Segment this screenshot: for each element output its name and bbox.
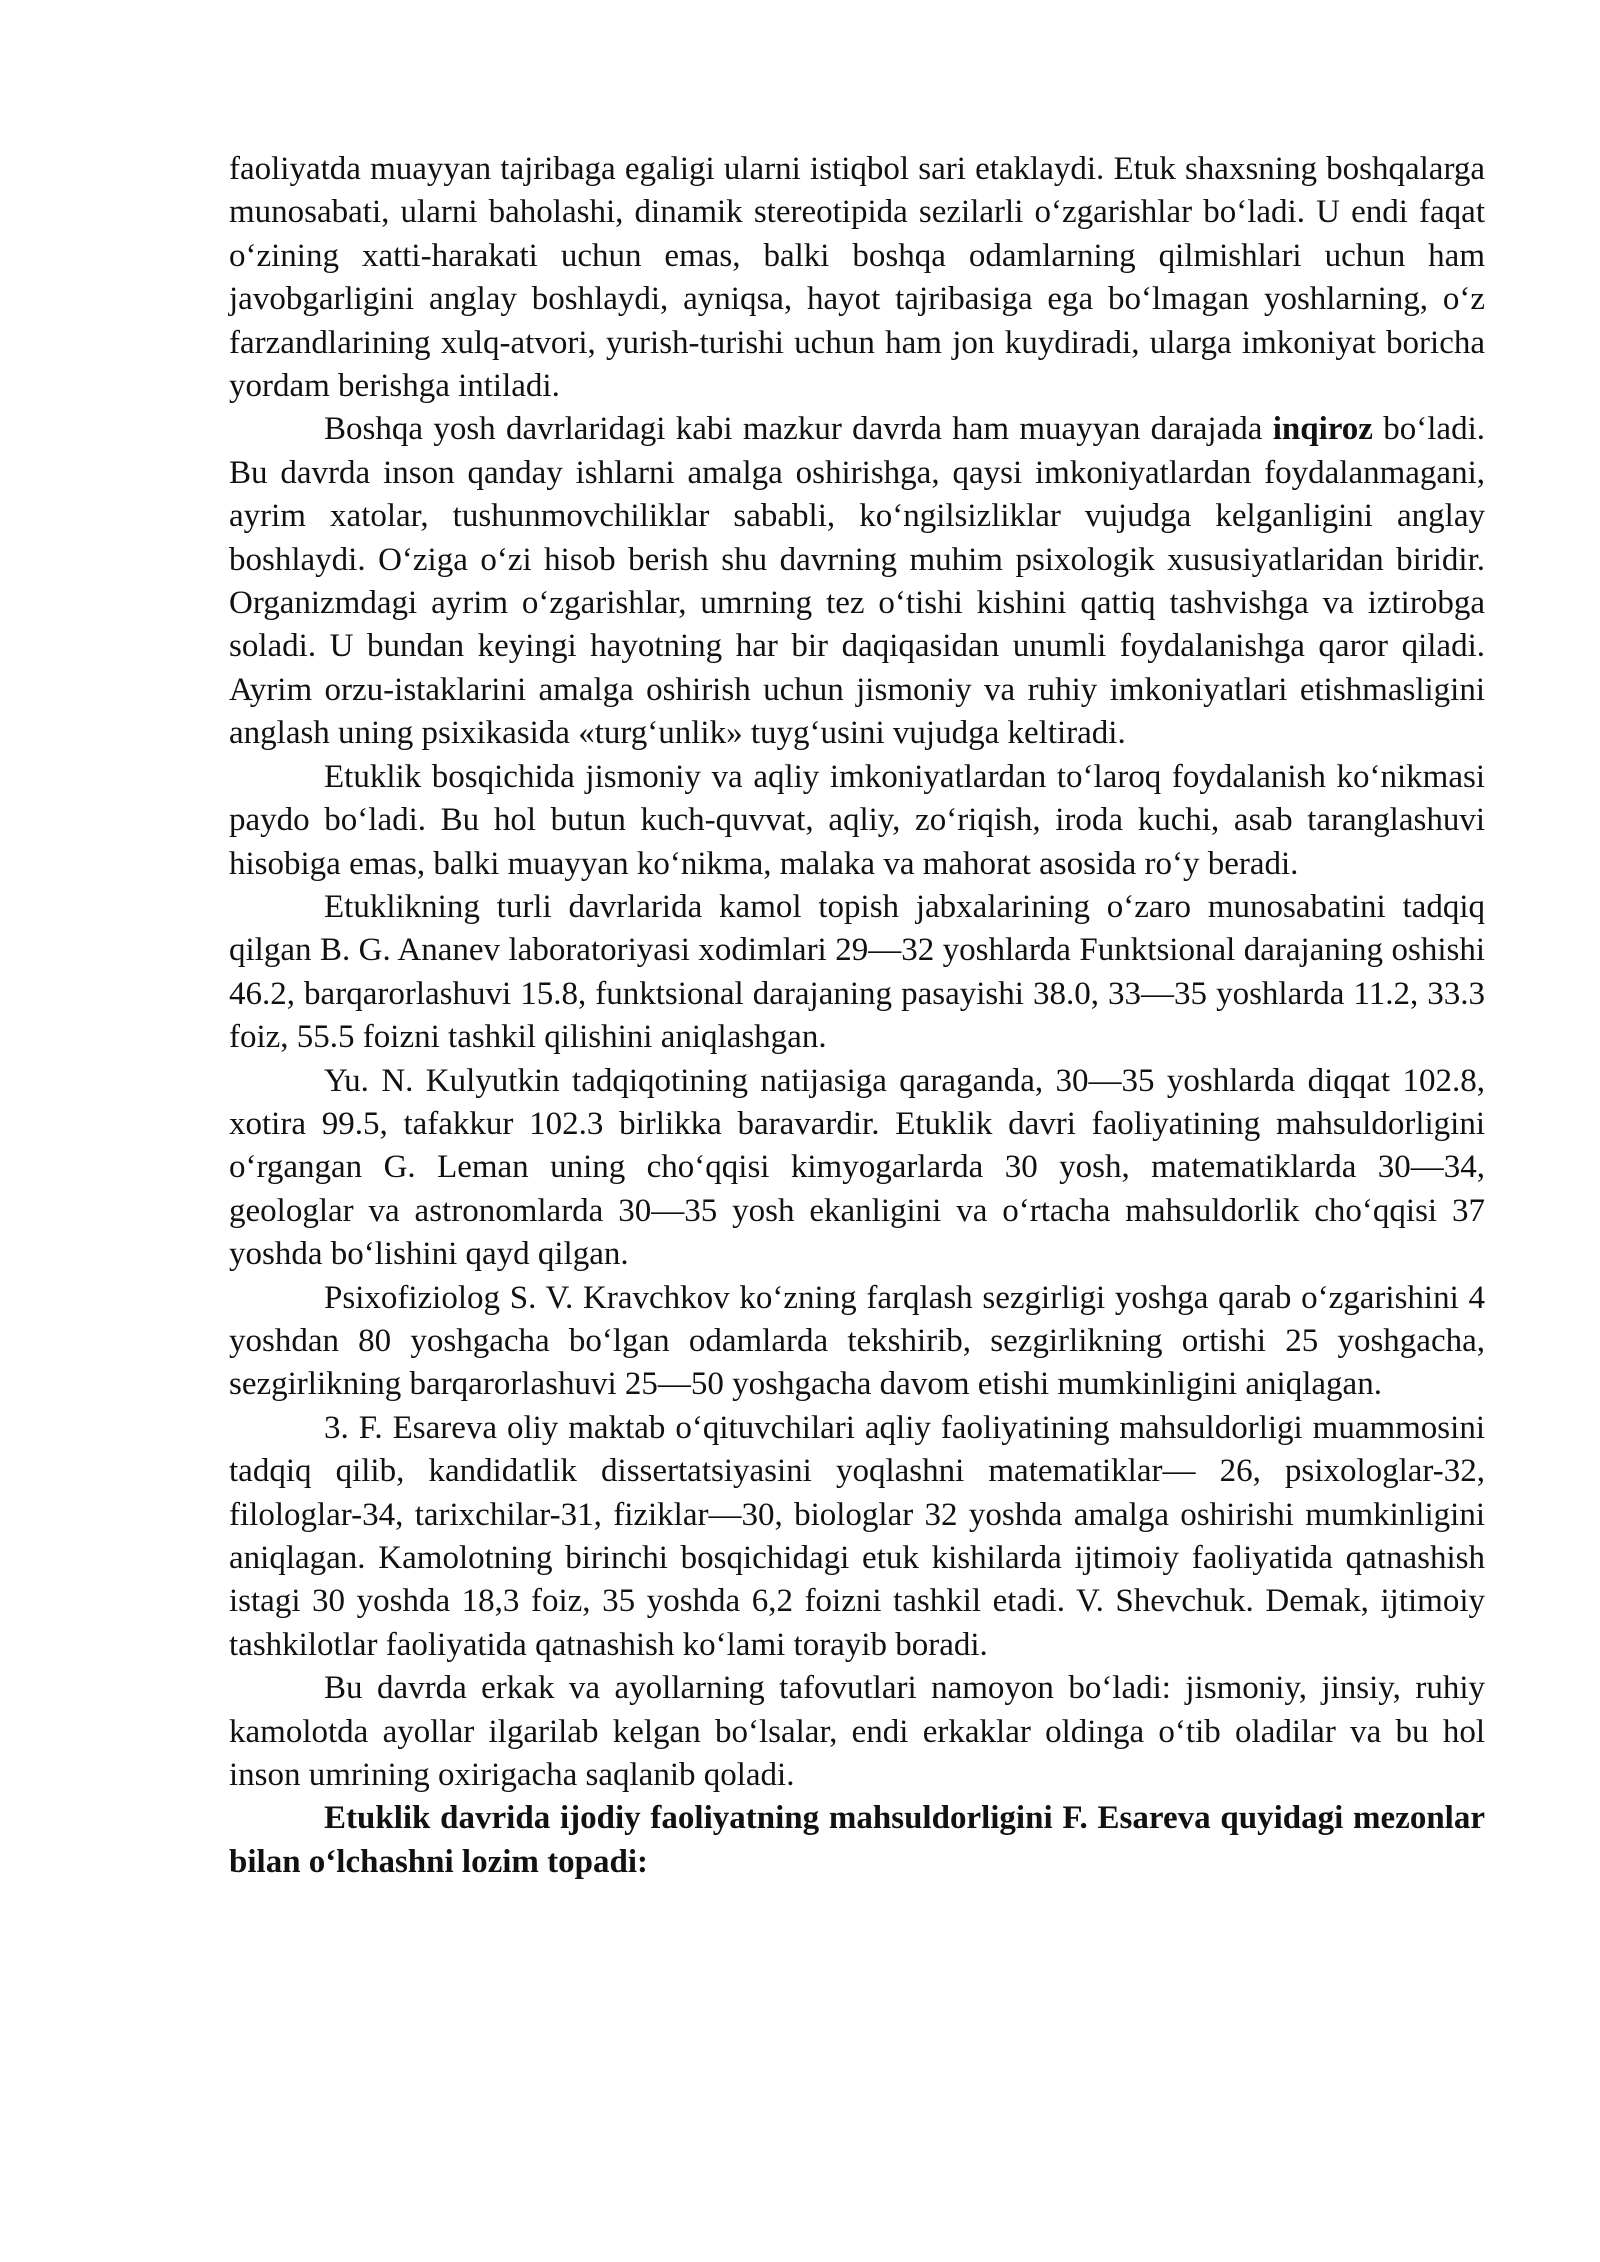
paragraph-2-text-start: Boshqa yosh davrlaridagi kabi mazkur davrda ham muayyan darajada bbox=[324, 411, 1273, 448]
section-heading: Etuklik davrida ijodiy faoliyatning mahsuldorligini F. Esareva quyidagi mezonlar bilan o‘lchashni lozim topadi: bbox=[229, 1800, 1485, 1880]
paragraph-4: Etuklikning turli davrlarida kamol topish jabxalarining o‘zaro munosabatini tadqiq qilgan B. G. Ananev laboratoriyasi xodimlari 29—32 yoshlarda Funktsional darajaning oshishi 46.2, barqarorlashuvi 15.8, funktsional darajaning pasayishi 38.0, 33—35 yoshlarda 11.2, 33.3 foiz, 55.5 foizni tashkil qilishini aniqlashgan. bbox=[229, 888, 1485, 1056]
paragraph-3: Etuklik bosqichida jismoniy va aqliy imkoniyatlardan to‘laroq foydalanish ko‘nikmasi paydo bo‘ladi. Bu hol butun kuch-quvvat, aqliy, zo‘riqish, iroda kuchi, asab taranglashuvi hisobiga emas, balki muayyan ko‘nikma, malaka va mahorat asosida ro‘y beradi. bbox=[229, 758, 1485, 882]
paragraph-7: 3. F. Esareva oliy maktab o‘qituvchilari aqliy faoliyatining mahsuldorligi muammosini tadqiq qilib, kandidatlik dissertatsiyasini yoqlashni matematiklar— 26, psixologlar-32, filologlar-34, tarixchilar-31, fiziklar—30, biologlar 32 yoshda amalga oshirishi mumkinligini aniqlagan. Kamolotning birinchi bosqichidagi etuk kishilarda ijtimoiy faoliyatida qatnashish istagi 30 yoshda 18,3 foiz, 35 yoshda 6,2 foizni tashkil etadi. V. Shevchuk. Demak, ijtimoiy tashkilotlar faoliyatida qatnashish ko‘lami torayib boradi. bbox=[229, 1409, 1485, 1663]
paragraph-6: Psixofiziolog S. V. Kravchkov ko‘zning farqlash sezgirligi yoshga qarab o‘zgarishini 4 yoshdan 80 yoshgacha bo‘lgan odamlarda tekshirib, sezgirlikning ortishi 25 yoshgacha, sezgirlikning barqarorlashuvi 25—50 yoshgacha davom etishi mumkinligini aniqlagan. bbox=[229, 1279, 1485, 1403]
paragraph-5: Yu. N. Kulyutkin tadqiqotining natijasiga qaraganda, 30—35 yoshlarda diqqat 102.8, xotira 99.5, tafakkur 102.3 birlikka baravardir. Etuklik davri faoliyatining mahsuldorligini o‘rgangan G. Leman uning cho‘qqisi kimyogarlarda 30 yosh, matematiklarda 30—34, geologlar va astronomlarda 30—35 yosh ekanligini va o‘rtacha mahsuldorlik cho‘qqisi 37 yoshda bo‘lishini qayd qilgan. bbox=[229, 1062, 1485, 1273]
paragraph-2-text-end: bo‘ladi. Bu davrda inson qanday ishlarni amalga oshirishga, qaysi imkoniyatlardan foydalanmagani, ayrim xatolar, tushunmovchiliklar sababli, ko‘ngilsizliklar vujudga kelganligini anglay boshlaydi. O‘ziga o‘zi hisob berish shu davrning muhim psixologik xususiyatlaridan biridir. Organizmdagi ayrim o‘zgarishlar, umrning tez o‘tishi kishini qattiq tashvishga va iztirobga soladi. U bundan keyingi hayotning har bir daqiqasidan unumli foydalanishga qaror qiladi. Ayrim orzu-istaklarini amalga oshirish uchun jismoniy va ruhiy imkoniyatlari etishmasligini anglash uning psixikasida «turg‘unlik» tuyg‘usini vujudga keltiradi. bbox=[229, 411, 1485, 752]
paragraph-2 bbox=[229, 408, 1485, 755]
document-page bbox=[229, 148, 1485, 1884]
bold-term-inqiroz: inqiroz bbox=[1272, 411, 1373, 448]
paragraph-8: Bu davrda erkak va ayollarning tafovutlari namoyon bo‘ladi: jismoniy, jinsiy, ruhiy kamolotda ayollar ilgarilab kelgan bo‘lsalar, endi erkaklar oldinga o‘tib oladilar va bu hol inson umrining oxirigacha saqlanib qoladi. bbox=[229, 1670, 1485, 1794]
paragraph-1: faoliyatda muayyan tajribaga egaligi ularni istiqbol sari etaklaydi. Etuk shaxsning boshqalarga munosabati, ularni baholashi, dinamik stereotipida sezilarli o‘zgarishlar bo‘ladi. U endi faqat o‘zining xatti-harakati uchun emas, balki boshqa odamlarning qilmishlari uchun ham javobgarligini anglay boshlaydi, ayniqsa, hayot tajribasiga ega bo‘lmagan yoshlarning, o‘z farzandlarining xulq-atvori, yurish-turishi uchun ham jon kuydiradi, ularga imkoniyat boricha yordam berishga intiladi. bbox=[229, 151, 1485, 405]
